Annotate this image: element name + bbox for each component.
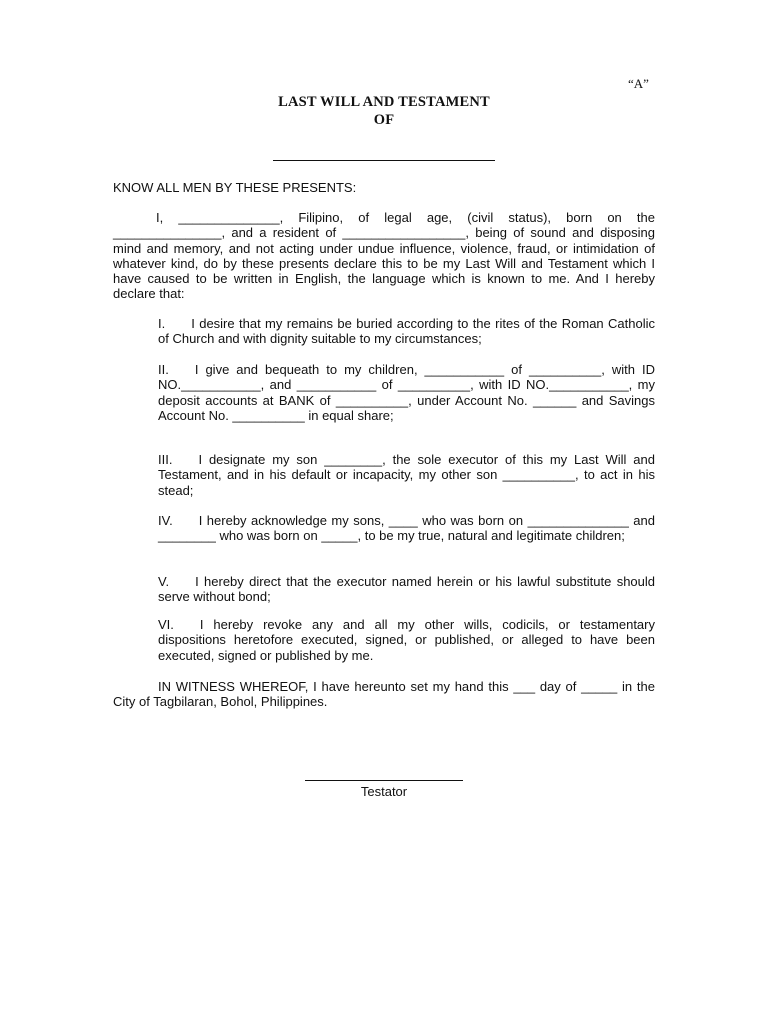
signature-label: Testator bbox=[360, 784, 408, 799]
signature-line bbox=[305, 780, 463, 781]
opening-heading: KNOW ALL MEN BY THESE PRESENTS: bbox=[113, 180, 357, 195]
provision-item: IV. I hereby acknowledge my sons, ____ who was born on ______________ and ________ who was born on _____, to be my true, natural and legitimate children; bbox=[158, 513, 655, 544]
provision-item: I. I desire that my remains be buried according to the rites of the Roman Catholic of Church and with dignity suitable to my circumstances; bbox=[158, 316, 655, 347]
intro-paragraph: I, ______________, Filipino, of legal age, (civil status), born on the _______________, and a resident of _________________, being of sound and disposing mind and memory, and not acting under undue influence, violence, fraud, or intimidation of whatever kind, do by these presents declare this to be my Last Will and Testament which I have caused to be written in English, the language which is known to me. And I hereby declare that: bbox=[113, 210, 655, 302]
annex-mark: “A” bbox=[628, 76, 649, 91]
provision-item: III. I designate my son ________, the sole executor of this my Last Will and Testament, and in his default or incapacity, my other son __________, to act in his stead; bbox=[158, 452, 655, 498]
document-title-of: OF bbox=[373, 112, 395, 128]
provision-item: V. I hereby direct that the executor named herein or his lawful substitute should serve without bond; bbox=[158, 574, 655, 605]
witness-paragraph: IN WITNESS WHEREOF, I have hereunto set my hand this ___ day of _____ in the City of Tagbilaran, Bohol, Philippines. bbox=[113, 679, 655, 710]
document-title: LAST WILL AND TESTAMENT bbox=[278, 94, 490, 110]
provision-item: II. I give and bequeath to my children, ___________ of __________, with ID NO.___________, and ___________ of __________, with ID NO.___________, my deposit accounts at BANK of __________, under Account No. ______ and Savings Account No. __________ in equal share; bbox=[158, 362, 655, 423]
provision-item: VI. I hereby revoke any and all my other wills, codicils, or testamentary dispositions heretofore executed, signed, or published, or alleged to have been executed, signed or published by me. bbox=[158, 617, 655, 663]
testator-name-blank bbox=[273, 160, 495, 161]
